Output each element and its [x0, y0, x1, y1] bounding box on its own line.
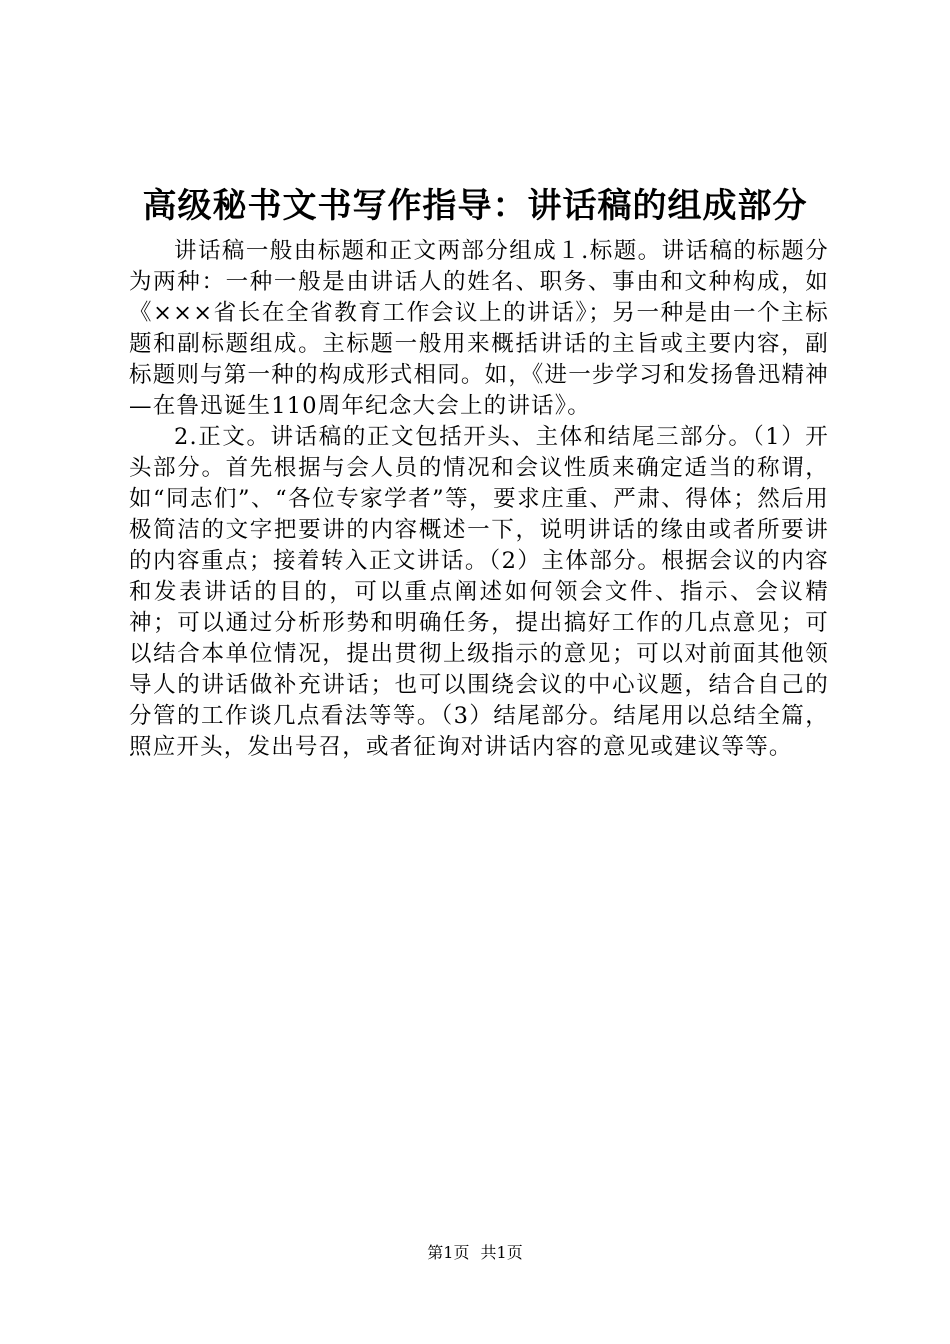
page-footer: [0, 1242, 950, 1264]
document-body: [129, 236, 829, 763]
page-number-current: 第1页: [427, 1243, 470, 1262]
document-title: 高级秘书文书写作指导：讲话稿的组成部分: [142, 186, 808, 226]
paragraph-title-section: 讲话稿一般由标题和正文两部分组成１.标题。讲话稿的标题分为两种：一种一般是由讲话人的姓名、职务、事由和文种构成，如《×××省长在全省教育工作会议上的讲话》；另一种是由一个主标题和副标题组成。主标题一般用来概括讲话的主旨或主要内容，副标题则与第一种的构成形式相同。如，《进一步学习和发扬鲁迅精神—在鲁迅诞生110周年纪念大会上的讲话》。: [129, 238, 829, 419]
paragraph-body-section: 2.正文。讲话稿的正文包括开头、主体和结尾三部分。（1）开头部分。首先根据与会人员的情况和会议性质来确定适当的称谓，如“同志们”、“各位专家学者”等，要求庄重、严肃、得体；然后用极简洁的文字把要讲的内容概述一下，说明讲话的缘由或者所要讲的内容重点；接着转入正文讲话。（2）主体部分。根据会议的内容和发表讲话的目的，可以重点阐述如何领会文件、指示、会议精神；可以通过分析形势和明确任务，提出搞好工作的几点意见；可以结合本单位情况，提出贯彻上级指示的意见；可以对前面其他领导人的讲话做补充讲话；也可以围绕会议的中心议题，结合自己的分管的工作谈几点看法等等。（3）结尾部分。结尾用以总结全篇，照应开头，发出号召，或者征询对讲话内容的意见或建议等等。: [129, 424, 829, 760]
page-number-total: 共1页: [480, 1243, 523, 1262]
